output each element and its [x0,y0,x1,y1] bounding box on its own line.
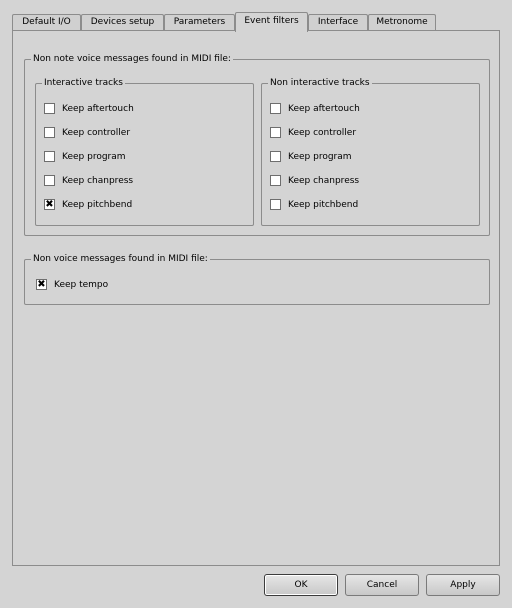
interactive-keep-controller[interactable] [44,126,130,140]
checkbox[interactable] [44,127,55,138]
interactive-keep-pitchbend[interactable] [44,198,132,212]
noninteractive-keep-chanpress[interactable] [270,174,359,188]
keep-tempo[interactable] [36,278,108,292]
checkbox-label: Keep controller [62,128,131,138]
checkbox[interactable] [270,199,281,210]
noninteractive-keep-pitchbend[interactable] [270,198,358,212]
checkbox[interactable] [270,103,281,114]
interactive-tracks-group [35,78,254,226]
checkbox[interactable] [44,175,55,186]
checkbox-label: Keep pitchbend [62,200,133,210]
interactive-keep-aftertouch[interactable] [44,102,134,116]
non-note-voice-group [24,54,490,236]
non-note-voice-group-title: Non note voice messages found in MIDI file: [33,54,231,64]
checkbox-label: Keep controller [288,128,357,138]
checkbox[interactable] [270,151,281,162]
checkbox[interactable]: ✖ [45,198,54,210]
noninteractive-keep-aftertouch[interactable] [270,102,360,116]
tab-default-io[interactable]: Default I/O [12,14,81,31]
checkbox-label: Keep program [62,152,126,162]
checkbox-label: Keep pitchbend [288,200,359,210]
cancel-button[interactable]: Cancel [345,574,419,596]
noninteractive-keep-controller[interactable] [270,126,356,140]
checkbox-label: Keep chanpress [62,176,134,186]
non-interactive-tracks-group [261,78,480,226]
checkbox[interactable] [44,151,55,162]
non-voice-group [24,254,490,305]
tab-metronome[interactable]: Metronome [368,14,436,31]
checkbox-label: Keep aftertouch [288,104,360,114]
checkbox[interactable] [270,175,281,186]
non-interactive-tracks-title: Non interactive tracks [270,78,370,88]
checkbox[interactable] [44,103,55,114]
tab-parameters[interactable]: Parameters [164,14,235,31]
noninteractive-keep-program[interactable] [270,150,352,164]
checkbox-label: Keep aftertouch [62,104,134,114]
checkbox-label: Keep chanpress [288,176,360,186]
ok-button[interactable]: OK [264,574,338,596]
tab-interface[interactable]: Interface [308,14,368,31]
checkbox[interactable]: ✖ [37,278,46,290]
tab-devices-setup[interactable]: Devices setup [81,14,164,31]
checkbox[interactable] [270,127,281,138]
interactive-tracks-title: Interactive tracks [44,78,123,88]
apply-button[interactable]: Apply [426,574,500,596]
interactive-keep-chanpress[interactable] [44,174,133,188]
checkbox-label: Keep program [288,152,352,162]
tab-event-filters[interactable]: Event filters [235,12,308,32]
interactive-keep-program[interactable] [44,150,126,164]
event-filters-panel [12,30,500,566]
non-voice-group-title: Non voice messages found in MIDI file: [33,254,208,264]
checkbox-label: Keep tempo [54,280,109,290]
